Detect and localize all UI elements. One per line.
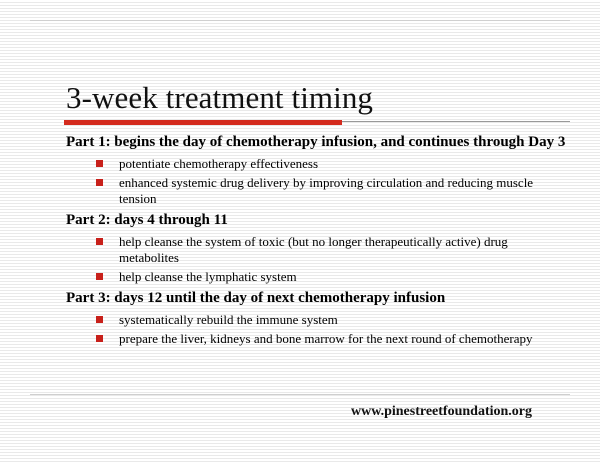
square-bullet-icon [96, 273, 103, 280]
slide-body [66, 133, 566, 351]
bullet-text: help cleanse the system of toxic (but no longer therapeutically active) drug metabolites [119, 234, 508, 265]
bullet-text: help cleanse the lymphatic system [119, 269, 297, 284]
footer-website: www.pinestreetfoundation.org [351, 404, 532, 419]
bullet-item [66, 234, 566, 266]
bullet-item [66, 312, 566, 328]
bullet-item [66, 175, 566, 207]
title-accent-bar [64, 120, 342, 125]
part-section [66, 211, 566, 285]
bullet-text: prepare the liver, kidneys and bone marrow for the next round of chemotherapy [119, 331, 533, 346]
part-heading: Part 3: days 12 until the day of next chemotherapy infusion [66, 290, 446, 306]
bullet-text: systematically rebuild the immune system [119, 312, 338, 327]
bullet-item [66, 331, 566, 347]
top-divider [30, 20, 570, 21]
bullet-item [66, 156, 566, 172]
title-divider [342, 121, 570, 122]
bullet-item [66, 269, 566, 285]
bullet-list [66, 234, 566, 285]
part-section [66, 133, 566, 207]
square-bullet-icon [96, 316, 103, 323]
bullet-list [66, 312, 566, 347]
bottom-divider [30, 394, 570, 395]
part-heading: Part 1: begins the day of chemotherapy infusion, and continues through Day 3 [66, 134, 566, 150]
square-bullet-icon [96, 160, 103, 167]
bullet-list [66, 156, 566, 207]
slide-title: 3-week treatment timing [66, 80, 374, 115]
part-section [66, 289, 566, 347]
bullet-text: enhanced systemic drug delivery by improving circulation and reducing muscle tension [119, 175, 534, 206]
part-heading: Part 2: days 4 through 11 [66, 212, 228, 228]
square-bullet-icon [96, 238, 103, 245]
square-bullet-icon [96, 335, 103, 342]
square-bullet-icon [96, 179, 103, 186]
bullet-text: potentiate chemotherapy effectiveness [119, 156, 319, 171]
